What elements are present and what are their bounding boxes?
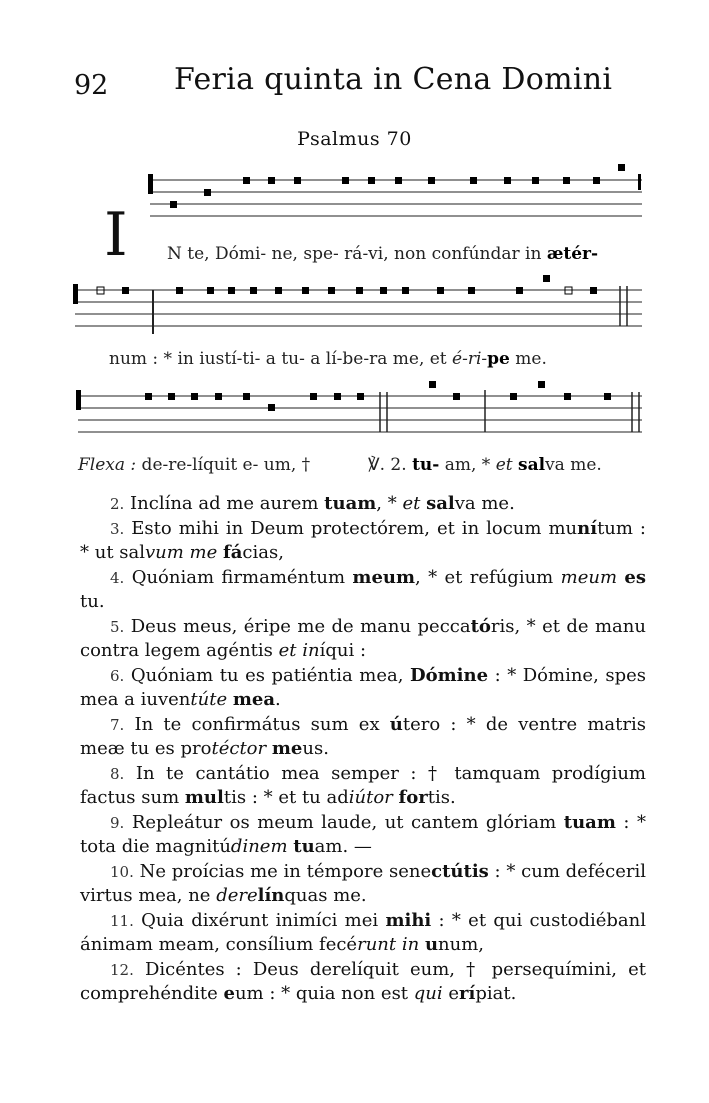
versicle-mark: ℣. 2.: [368, 455, 413, 475]
chant-staff-2: [0, 278, 709, 338]
chant-lyrics-line-3: [78, 455, 310, 475]
lyric-italic: et: [495, 455, 513, 475]
verse-text: Repleátur os meum laude, ut cantem glóriam: [124, 811, 564, 833]
verse-number: 6.: [110, 666, 125, 685]
verse-number: 3.: [110, 519, 125, 538]
psalm-verse: [80, 492, 646, 517]
verse-italic: et: [402, 493, 421, 514]
verse-accent: tuam: [563, 811, 616, 833]
verse-accent: me: [271, 738, 303, 759]
verse-accent: lín: [257, 885, 285, 906]
verse-text: um : * quia non est: [234, 983, 414, 1004]
lyric-accent: sal: [518, 455, 546, 475]
verse-number: 4.: [110, 568, 125, 587]
verse-text: : * Dómine, spes mea a iuven: [80, 664, 646, 710]
psalm-verses: [80, 492, 646, 1007]
verse-accent: rí: [459, 983, 476, 1004]
lyric-accent: tu-: [412, 455, 440, 475]
verse-text: e: [442, 983, 460, 1004]
chant-lyrics-line-2: [109, 349, 547, 369]
verse-text: , *: [376, 493, 403, 514]
verse-text: Ne proícias me in témpore sene: [133, 860, 432, 882]
lyric-accent: pe: [487, 349, 510, 369]
verse-italic: qui: [413, 983, 443, 1004]
verse-number: 12.: [110, 960, 134, 979]
verse-text: us.: [302, 738, 329, 759]
verse-text: piat.: [475, 983, 517, 1004]
verse-text: quas me.: [284, 885, 367, 906]
psalm-verse: [80, 860, 646, 909]
lyric-text: de-re-líquit e- um, †: [136, 455, 311, 475]
verse-text: Dicéntes : Deus derelíquit eum, † persequímini, et comprehéndite: [80, 958, 646, 1004]
verse-text: Esto mihi in Deum protectórem, et in locum mu: [124, 517, 578, 539]
verse-number: 8.: [110, 764, 125, 783]
verse-italic: et: [278, 640, 297, 661]
chant-lyrics-line-1: [167, 244, 598, 264]
verse-text: Quóniam firmaméntum: [124, 566, 353, 588]
verse-italic: dere: [216, 885, 258, 906]
verse-text: am. —: [314, 836, 372, 857]
clef-icon: [148, 174, 153, 194]
psalm-verse: [80, 762, 646, 811]
psalm-verse: [80, 713, 646, 762]
verse-text: Quia dixérunt inimíci mei: [133, 909, 386, 931]
verse-italic: runt in: [357, 934, 420, 955]
verse-accent: tuam: [324, 493, 377, 514]
verse-text: tis : * et tu ad: [223, 787, 349, 808]
verse-text: : * et qui custodiébanl ánimam meam, consílium fecé: [80, 909, 646, 955]
verse-accent: for: [398, 787, 428, 808]
verse-number: 9.: [110, 813, 125, 832]
verse-text: In te confirmátus sum ex: [124, 713, 390, 735]
verse-accent: u: [424, 934, 439, 955]
verse-italic: meum: [560, 566, 618, 588]
verse-accent: sal: [426, 493, 455, 514]
verse-accent: mea: [232, 689, 276, 710]
verse-italic: vum me: [145, 542, 218, 563]
flexa-label: Flexa :: [78, 455, 137, 475]
verse-accent: Dómine: [410, 664, 489, 686]
verse-text: : * cum deféceril virtus mea, ne: [80, 860, 646, 906]
verse-number: 7.: [110, 715, 125, 734]
psalm-verse: [80, 958, 646, 1007]
verse-accent: mihi: [385, 909, 432, 931]
verse-text: ris, * et de manu contra legem agéntis: [80, 615, 646, 661]
verse-text: cias,: [242, 542, 284, 563]
verse-text: , * et refúgium: [415, 566, 561, 588]
verse-accent: mul: [184, 787, 224, 808]
neumes: [97, 275, 597, 294]
verse-accent: e: [223, 983, 235, 1004]
verse-accent: fá: [223, 542, 243, 563]
verse-text: tis.: [427, 787, 456, 808]
verse-number: 11.: [110, 911, 134, 930]
verse-accent: ctútis: [431, 860, 489, 882]
clef-icon: [76, 390, 81, 410]
lyric-text: va me.: [545, 455, 602, 475]
psalm-verse: [80, 566, 646, 615]
verse-accent: meum: [352, 566, 416, 588]
verse-italic: téctor: [211, 738, 267, 759]
lyric-text: num : * in iustí-ti- a tu- a lí-be-ra me, et: [109, 349, 453, 369]
verse-text: : * tota die magnitú: [80, 811, 646, 857]
neumes: [170, 164, 641, 208]
verse-italic: túte: [190, 689, 228, 710]
verse-text: .: [275, 689, 281, 710]
verse-accent: tu: [293, 836, 315, 857]
verse-text: Inclína ad me aurem: [124, 493, 325, 514]
verse-accent: es: [624, 566, 646, 588]
verse-italic: iútor: [348, 787, 393, 808]
page-title: Feria quinta in Cena Domini: [174, 62, 613, 97]
clef-icon: [73, 284, 78, 304]
psalm-heading: Psalmus 70: [297, 128, 412, 150]
verse-italic: in: [302, 640, 320, 661]
verse-text: Deus meus, éripe me de manu pecca: [124, 615, 471, 637]
psalm-verse: [80, 811, 646, 860]
psalm-verse: [80, 517, 646, 566]
lyric-text: N te, Dómi- ne, spe- rá-vi, non confúndar in: [167, 244, 547, 264]
verse-text: tu.: [80, 591, 105, 612]
lyric-text: me.: [509, 349, 547, 369]
verse-number: 10.: [110, 862, 134, 881]
lyric-text: am, *: [439, 455, 496, 475]
chant-lyrics-verse-2: [368, 455, 602, 475]
verse-text: In te cantátio mea semper : † tamquam prodígium factus sum: [80, 762, 646, 808]
verse-number: 5.: [110, 617, 125, 636]
verse-text: Quóniam tu es patiéntia mea,: [124, 664, 410, 686]
psalm-verse: [80, 615, 646, 664]
chant-staff-3: [0, 384, 709, 444]
verse-italic: dinem: [230, 836, 288, 857]
verse-accent: tó: [470, 615, 491, 637]
chant-initial: I: [104, 200, 128, 270]
page-number: 92: [74, 70, 109, 101]
verse-text: íqui :: [319, 640, 367, 661]
verse-text: tum : * ut sal: [80, 517, 646, 563]
verse-accent: ú: [389, 713, 403, 735]
verse-text: va me.: [454, 493, 515, 514]
verse-accent: ní: [577, 517, 598, 539]
lyric-italic: é-ri-: [452, 349, 488, 369]
verse-text: tero : * de ventre matris meæ tu es pro: [80, 713, 646, 759]
psalm-verse: [80, 664, 646, 713]
verse-number: 2.: [110, 495, 125, 513]
verse-text: num,: [438, 934, 485, 955]
psalm-verse: [80, 909, 646, 958]
lyric-accent: ætér-: [546, 244, 599, 264]
